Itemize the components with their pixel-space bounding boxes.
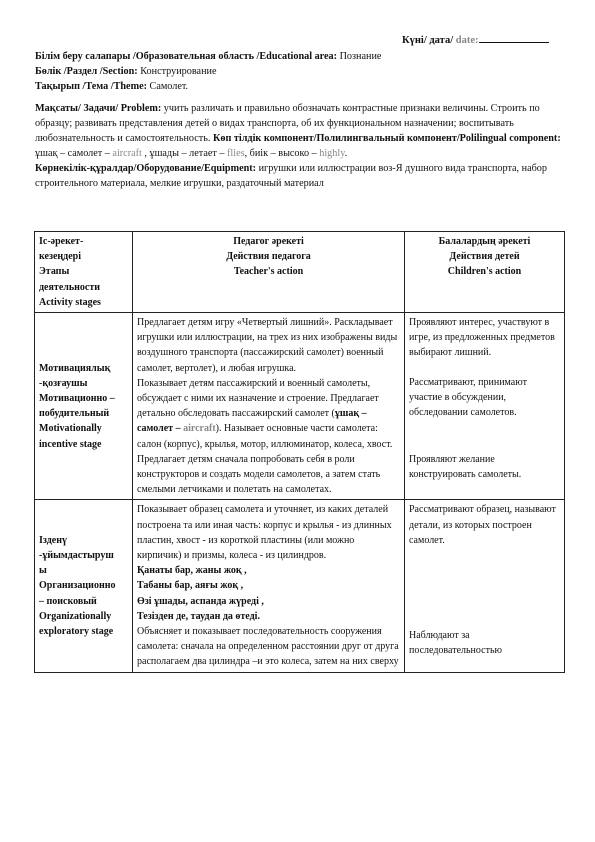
table-row-organizational: [35, 500, 565, 672]
date-label: Күні/ дата/: [402, 35, 456, 46]
teacher-action-organizational: [133, 500, 405, 672]
teacher-paragraph: Предлагает детям сначала попробовать себя в роли конструкторов и создать модели самолетов, а затем стать смелыми летчиками и полетать на самолетах.: [137, 453, 381, 496]
stage-line: Ізденү: [39, 534, 67, 546]
section-line: [35, 64, 565, 79]
polilingual-word-2-en: flies: [227, 148, 245, 159]
polilingual-word-3: , биік – высоко –: [244, 148, 320, 159]
header-cell-line: деятельности: [39, 281, 101, 293]
equipment-label: Көрнекілік-құралдар/Оборудование/Equipment:: [35, 163, 257, 174]
header-cell-line: Этапы: [39, 266, 70, 278]
header-cell-line: Действия детей: [449, 251, 520, 263]
polilingual-word-3-en: highly: [319, 148, 345, 159]
polilingual-word-1-en: aircraft: [112, 148, 142, 159]
riddle-line: Қанаты бар, жаны жоқ ,: [137, 565, 247, 577]
teacher-text: Показывает детям пассажирский и военный самолеты, обсуждает с ними их назначение и строение. Предлагает детально обследовать пассажирский самолет (: [137, 377, 379, 420]
educational-area-line: [35, 49, 565, 64]
date-line: [402, 33, 549, 46]
educational-area-label: Білім беру салапары /Образовательная область /Educational area:: [35, 51, 338, 62]
header-children-action: [405, 232, 565, 313]
riddle-line: Өзі ұшады, аспанда жүреді ,: [137, 595, 264, 607]
teacher-paragraph: Предлагает детям игру «Четвертый лишний». Раскладывает игрушки или иллюстрации, на трех из них изображены виды воздушного транспорта (пассажирский самолет) военный самолет, вертолет), и любая игрушка.: [137, 317, 398, 374]
polilingual-end: .: [344, 148, 348, 159]
header-cell-line: Действия педагога: [226, 251, 311, 263]
header-cell-line: Балалардың әрекеті: [438, 236, 531, 247]
header-cell-line: Педагог әрекеті: [233, 236, 304, 247]
children-paragraph: Рассматривают образец, называют детали, из которых построен самолет.: [409, 504, 556, 546]
header-teacher-action: [133, 232, 405, 313]
stage-line: побудительный: [39, 408, 110, 420]
theme-value: Самолет.: [149, 81, 189, 92]
stage-line: Motivationally: [39, 423, 102, 435]
header-cell-line: Activity stages: [39, 296, 101, 308]
section-label: Бөлік /Раздел /Section:: [35, 66, 138, 77]
teacher-paragraph: Показывает образец самолета и уточняет, из каких деталей построена та или иная часть: корпус и крылья - из длинных пластин, хвост - из короткой пластины (или можно кирпичик) и призмы, колеса - из цилиндров.: [137, 504, 392, 562]
children-paragraph: Проявляют желание конструировать самолеты.: [409, 454, 522, 481]
table-row-motivational: [35, 313, 565, 500]
date-label-en: date:: [455, 35, 479, 46]
polilingual-label: Көп тілдік компонент/Полилингвальный компонент/Polilingual component:: [212, 133, 561, 144]
children-action-organizational: [405, 500, 565, 672]
children-action-motivational: [405, 313, 565, 500]
polilingual-word-1: ұшақ – самолет –: [35, 148, 113, 159]
aims-paragraph: [35, 101, 565, 191]
header-activity-stages: [35, 232, 133, 313]
stage-line: ы: [39, 565, 47, 577]
stage-line: -қозғаушы: [39, 377, 88, 389]
table-header-row: [35, 232, 565, 313]
educational-area-value: Познание: [339, 51, 382, 62]
date-blank[interactable]: [479, 33, 549, 43]
stage-line: Организационно: [39, 580, 116, 592]
theme-line: [35, 79, 565, 94]
stage-line: exploratory stage: [39, 626, 114, 638]
lesson-plan-table: [34, 231, 565, 673]
stage-line: -ұйымдастыруш: [39, 550, 114, 562]
children-paragraph: Наблюдают за последовательностью: [409, 630, 502, 657]
children-paragraph: Проявляют интерес, участвуют в игре, из предложенных предметов выбирают лишний.: [409, 317, 555, 359]
children-paragraph: Рассматривают, принимают участие в обсуждении, обследовании самолетов.: [409, 376, 527, 419]
stage-line: – поисковый: [39, 595, 97, 607]
stage-motivational: [35, 313, 133, 500]
section-value: Конструирование: [140, 66, 217, 77]
aims-label: Мақсаты/ Задачи/ Problem:: [35, 103, 162, 114]
stage-organizational: [35, 500, 133, 672]
teacher-polilingual-kz: ұшақ – самолет –: [137, 408, 367, 435]
stage-line: Мотивационно –: [39, 393, 115, 405]
stage-line: Мотивациялық: [39, 362, 111, 374]
teacher-polilingual-en: aircraft: [183, 423, 216, 435]
header-cell-line: Children's action: [447, 266, 522, 278]
polilingual-word-2: , ұшады – летает –: [141, 148, 228, 159]
riddle-line: Тезізден де, таудан да өтеді.: [137, 610, 260, 622]
riddle-line: Табаны бар, аяғы жоқ ,: [137, 580, 244, 592]
teacher-text: ). Называет основные части самолета: салон (корпус), крылья, мотор, иллюминатор, колеса, хвост.: [137, 423, 393, 450]
header-cell-line: Іс-әрекет-: [39, 236, 84, 247]
stage-line: Organizationally: [39, 610, 112, 622]
equipment-text: игрушки или иллюстрации воз-Я душного вида транспорта, набор строительного материала, мелкие игрушки, раздаточный материал: [35, 163, 547, 189]
aims-text: учить различать и правильно обозначать контрастные признаки величины. Строить по образцу; развивать представления детей о видах транспорта, об их функциональном назначении; воспитывать любознательность и самостоятельность.: [35, 103, 540, 144]
stage-line: incentive stage: [39, 438, 102, 450]
teacher-paragraph: Объясняет и показывает последовательность сооружения самолета: сначала на определенном расстоянии друг от друга располагаем два цилиндра –и это колеса, затем на них сверху: [137, 626, 399, 668]
teacher-paragraph: [137, 376, 400, 452]
header-cell-line: кезеңдері: [39, 251, 82, 263]
header-cell-line: Teacher's action: [233, 266, 304, 278]
teacher-action-motivational: [133, 313, 405, 500]
theme-label: Тақырып /Тема /Theme:: [35, 81, 147, 92]
